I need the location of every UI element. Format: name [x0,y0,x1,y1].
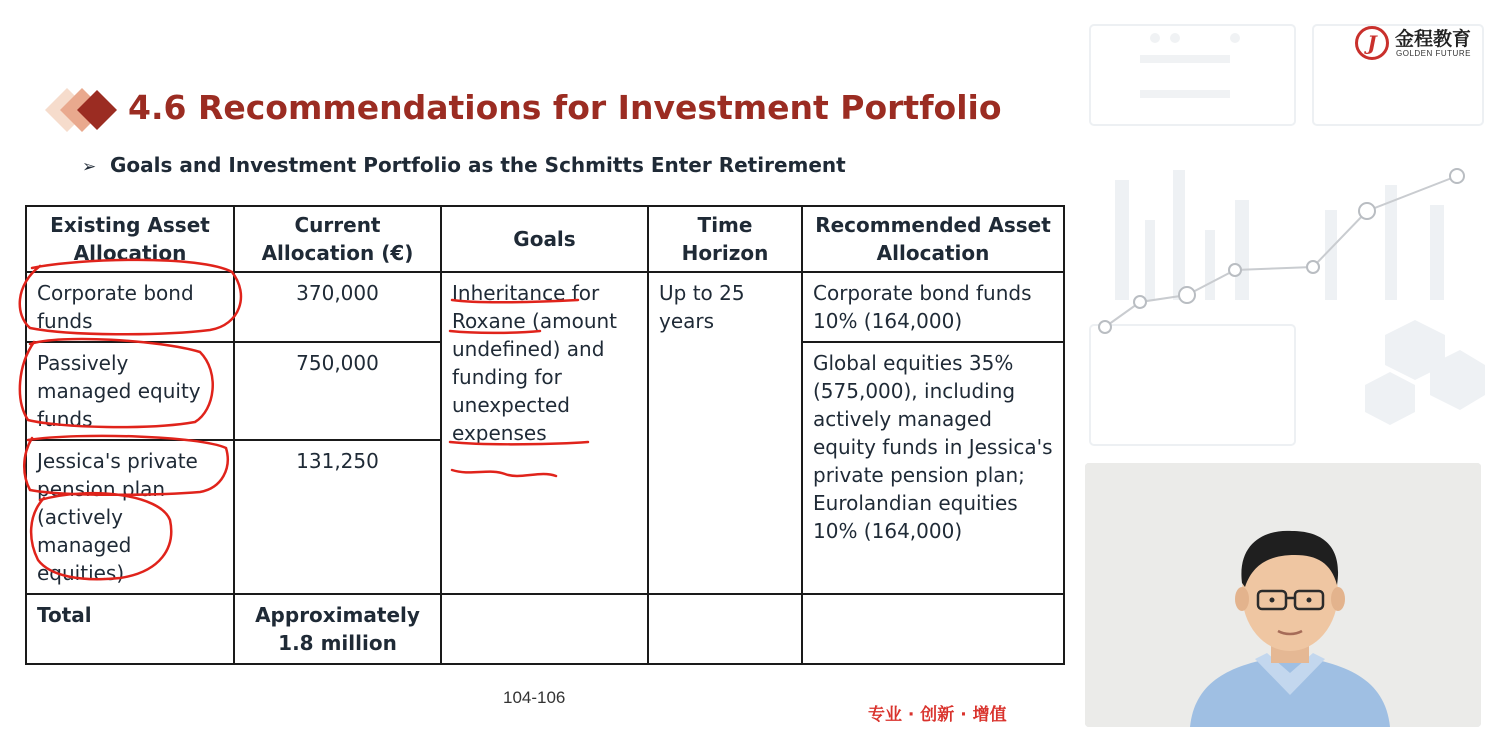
current-allocation-cell: 370,000 [234,272,441,342]
header-current-allocation: Current Allocation (€) [234,206,441,272]
header-goals: Goals [441,206,648,272]
logo-english-text: GOLDEN FUTURE [1396,49,1471,58]
header-existing-asset: Existing Asset Allocation [26,206,234,272]
current-allocation-cell: 750,000 [234,342,441,440]
empty-cell [648,594,802,664]
title-diamond-icon [45,88,125,132]
current-allocation-cell: 131,250 [234,440,441,594]
bullet-arrow-icon: ➢ [82,157,97,177]
logo-chinese-text: 金程教育 [1395,28,1472,50]
background-decoration [1085,20,1485,450]
allocation-table-container [25,205,1063,655]
recommended-cell: Global equities 35% (575,000), including actively managed equity funds in Jessica's private pension plan; Eurolandian equities 10% (164,000) [802,342,1064,594]
empty-cell [441,594,648,664]
logo-emblem-icon: J [1355,26,1389,60]
subtitle-text: Goals and Investment Portfolio as the Schmitts Enter Retirement [110,153,846,177]
header-recommended-allocation: Recommended Asset Allocation [802,206,1064,272]
header-time-horizon: Time Horizon [648,206,802,272]
page-title: 4.6 Recommendations for Investment Portfolio [128,88,1002,127]
page-number: 104-106 [503,688,566,707]
asset-cell: Corporate bond funds [26,272,234,342]
table-header-row [26,206,1064,272]
presenter-video[interactable] [1085,463,1481,727]
total-label-cell: Total [26,594,234,664]
asset-cell: Jessica's private pension plan (actively managed equities) [26,440,234,594]
presenter-image [1085,463,1481,727]
time-horizon-cell: Up to 25 years [648,272,802,594]
brand-logo [1355,22,1485,62]
allocation-table [25,205,1065,665]
asset-cell: Passively managed equity funds [26,342,234,440]
recommended-cell: Corporate bond funds 10% (164,000) [802,272,1064,342]
table-row [26,272,1064,342]
empty-cell [802,594,1064,664]
section-subtitle [82,153,846,177]
slogan: 专业 · 创新 · 增值 [868,705,1007,725]
total-value-cell: Approximately 1.8 million [234,594,441,664]
goals-cell: Inheritance for Roxane (amount undefined) and funding for unexpected expenses [441,272,648,594]
table-total-row [26,594,1064,664]
